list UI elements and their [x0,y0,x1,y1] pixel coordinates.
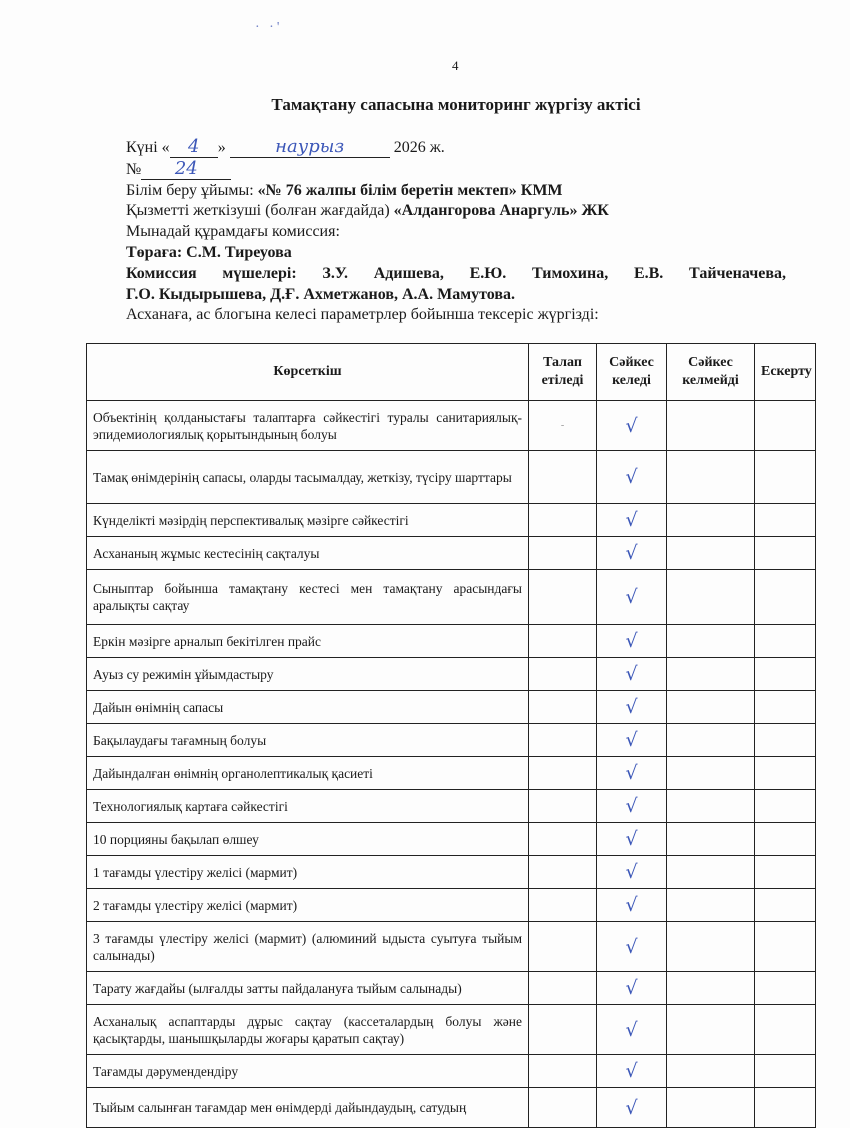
required-cell [529,625,597,658]
compliant-checkmark: √ [597,570,667,625]
date-line [126,137,786,158]
compliant-checkmark: √ [597,401,667,451]
required-cell [529,537,597,570]
required-cell [529,1088,597,1128]
table-row [87,790,816,823]
number-label: № [126,161,142,178]
note-cell [755,790,816,823]
indicator-cell: 10 порцияны бақылап өлшеу [87,823,529,856]
table-row [87,972,816,1005]
indicator-cell: Дайын өнімнің сапасы [87,691,529,724]
compliant-checkmark: √ [597,625,667,658]
date-day: 4 [170,137,218,158]
commission-members-line-1: Комиссия мүшелері: З.У. Адишева, Е.Ю. Тимохина, Е.В. Тайченачева, [126,265,786,282]
table-row [87,504,816,537]
noncompliant-cell [667,972,755,1005]
indicator-cell: Дайындалған өнімнің органолептикалық қасиеті [87,757,529,790]
compliant-checkmark: √ [597,451,667,504]
indicator-cell: Асхананың жұмыс кестесінің сақталуы [87,537,529,570]
date-prefix: Күні « [126,139,170,156]
table-body [87,401,816,1128]
indicator-cell: Тамақ өнімдерінің сапасы, оларды тасымалдау, жеткізу, түсіру шарттары [87,451,529,504]
note-cell [755,823,816,856]
indicator-cell: Тыйым салынған тағамдар мен өнімдерді дайындаудың, сатудың [87,1088,529,1128]
compliant-checkmark: √ [597,658,667,691]
indicator-cell: Тарату жағдайы (ылғалды затты пайдалануға тыйым салынады) [87,972,529,1005]
commission-chair: Төраға: С.М. Тиреуова [126,244,292,261]
noncompliant-cell [667,823,755,856]
table-row [87,757,816,790]
indicator-cell: 3 тағамды үлестіру желісі (мармит) (алюминий ыдыста суытуға тыйым салынады) [87,922,529,972]
indicator-cell: Технологиялық картаға сәйкестігі [87,790,529,823]
table-row [87,1005,816,1055]
note-cell [755,625,816,658]
required-cell [529,889,597,922]
date-mid: » [217,139,226,156]
table-row [87,658,816,691]
table-row [87,691,816,724]
compliant-checkmark: √ [597,504,667,537]
indicator-cell: Тағамды дәрумендендіру [87,1055,529,1088]
noncompliant-cell [667,922,755,972]
number-line [126,159,786,180]
document-title: Тамақтану сапасына мониторинг жүргізу актісі [271,95,641,114]
noncompliant-cell [667,504,755,537]
inspection-intro: Асханаға, ас блогына келесі параметрлер бойынша тексеріс жүргізді: [126,306,599,323]
table-row [87,625,816,658]
noncompliant-cell [667,724,755,757]
noncompliant-cell [667,1088,755,1128]
note-cell [755,451,816,504]
noncompliant-cell [667,625,755,658]
noncompliant-cell [667,856,755,889]
indicator-cell: Бақылаудағы тағамның болуы [87,724,529,757]
compliant-checkmark: √ [597,889,667,922]
noncompliant-cell [667,401,755,451]
date-month: наурыз [230,137,390,158]
required-cell [529,856,597,889]
supplier-name: «Алдангорова Анаргуль» ЖК [393,202,609,219]
table-row [87,451,816,504]
table-row [87,823,816,856]
note-cell [755,1055,816,1088]
organization-label: Білім беру ұйымы: [126,182,254,199]
required-cell [529,724,597,757]
indicator-cell: Еркін мәзірге арналып бекітілген прайс [87,625,529,658]
compliant-checkmark: √ [597,1088,667,1128]
required-cell [529,504,597,537]
required-cell [529,823,597,856]
indicator-cell: Асханалық аспаптарды дұрыс сақтау (кассеталардың болуы және қасықтарды, шанышқыларды жоғары қаратып сақтау) [87,1005,529,1055]
organization-name: «№ 76 жалпы білім беретін мектеп» КММ [257,182,563,199]
note-cell [755,658,816,691]
table-row [87,1055,816,1088]
organization-line [126,181,786,201]
compliant-checkmark: √ [597,537,667,570]
required-cell: - [529,401,597,451]
inspection-table [86,343,816,1128]
supplier-label: Қызметті жеткізуші (болған жағдайда) [126,202,390,219]
note-cell [755,757,816,790]
header-note: Ескерту [755,344,816,401]
date-year: 2026 ж. [393,139,445,156]
note-cell [755,401,816,451]
commission-intro: Мынадай құрамдағы комиссия: [126,223,340,240]
table-row [87,922,816,972]
note-cell [755,537,816,570]
compliant-checkmark: √ [597,691,667,724]
indicator-cell: Күнделікті мәзірдің перспективалық мәзірге сәйкестігі [87,504,529,537]
noncompliant-cell [667,790,755,823]
compliant-checkmark: √ [597,724,667,757]
required-cell [529,1005,597,1055]
scan-artifact: · ·' [255,20,283,35]
act-number: 24 [141,159,231,180]
required-cell [529,757,597,790]
compliant-checkmark: √ [597,922,667,972]
noncompliant-cell [667,1055,755,1088]
required-cell [529,972,597,1005]
note-cell [755,1088,816,1128]
note-cell [755,972,816,1005]
compliant-checkmark: √ [597,823,667,856]
indicator-cell: Сыныптар бойынша тамақтану кестесі мен тамақтану арасындағы аралықты сақтау [87,570,529,625]
note-cell [755,922,816,972]
compliant-checkmark: √ [597,972,667,1005]
table-row [87,401,816,451]
note-cell [755,724,816,757]
note-cell [755,1005,816,1055]
required-cell [529,1055,597,1088]
compliant-checkmark: √ [597,757,667,790]
table-row [87,724,816,757]
required-cell [529,451,597,504]
compliant-checkmark: √ [597,790,667,823]
header-indicator: Көрсеткіш [87,344,529,401]
noncompliant-cell [667,658,755,691]
table-row [87,856,816,889]
indicator-cell: 1 тағамды үлестіру желісі (мармит) [87,856,529,889]
header-noncompliant: Сәйкес келмейді [667,344,755,401]
required-cell [529,922,597,972]
table-row [87,1088,816,1128]
noncompliant-cell [667,537,755,570]
noncompliant-cell [667,691,755,724]
indicator-cell: Ауыз су режимін ұйымдастыру [87,658,529,691]
supplier-line [126,201,786,221]
required-cell [529,570,597,625]
noncompliant-cell [667,570,755,625]
table-header-row [87,344,816,401]
indicator-cell: Объектінің қолданыстағы талаптарға сәйкестігі туралы санитариялық-эпидемиологиялық қорытындының болуы [87,401,529,451]
note-cell [755,856,816,889]
noncompliant-cell [667,1005,755,1055]
required-cell [529,658,597,691]
note-cell [755,570,816,625]
commission-members-line-2: Г.О. Кыдырышева, Д.Ғ. Ахметжанов, А.А. Мамутова. [126,286,515,303]
note-cell [755,889,816,922]
table-row [87,537,816,570]
note-cell [755,691,816,724]
indicator-cell: 2 тағамды үлестіру желісі (мармит) [87,889,529,922]
noncompliant-cell [667,451,755,504]
noncompliant-cell [667,757,755,790]
page-number: 4 [452,58,459,73]
required-cell [529,790,597,823]
compliant-checkmark: √ [597,856,667,889]
table-row [87,889,816,922]
noncompliant-cell [667,889,755,922]
note-cell [755,504,816,537]
required-cell [529,691,597,724]
header-required: Талап етіледі [529,344,597,401]
compliant-checkmark: √ [597,1005,667,1055]
compliant-checkmark: √ [597,1055,667,1088]
header-compliant: Сәйкес келеді [597,344,667,401]
table-row [87,570,816,625]
